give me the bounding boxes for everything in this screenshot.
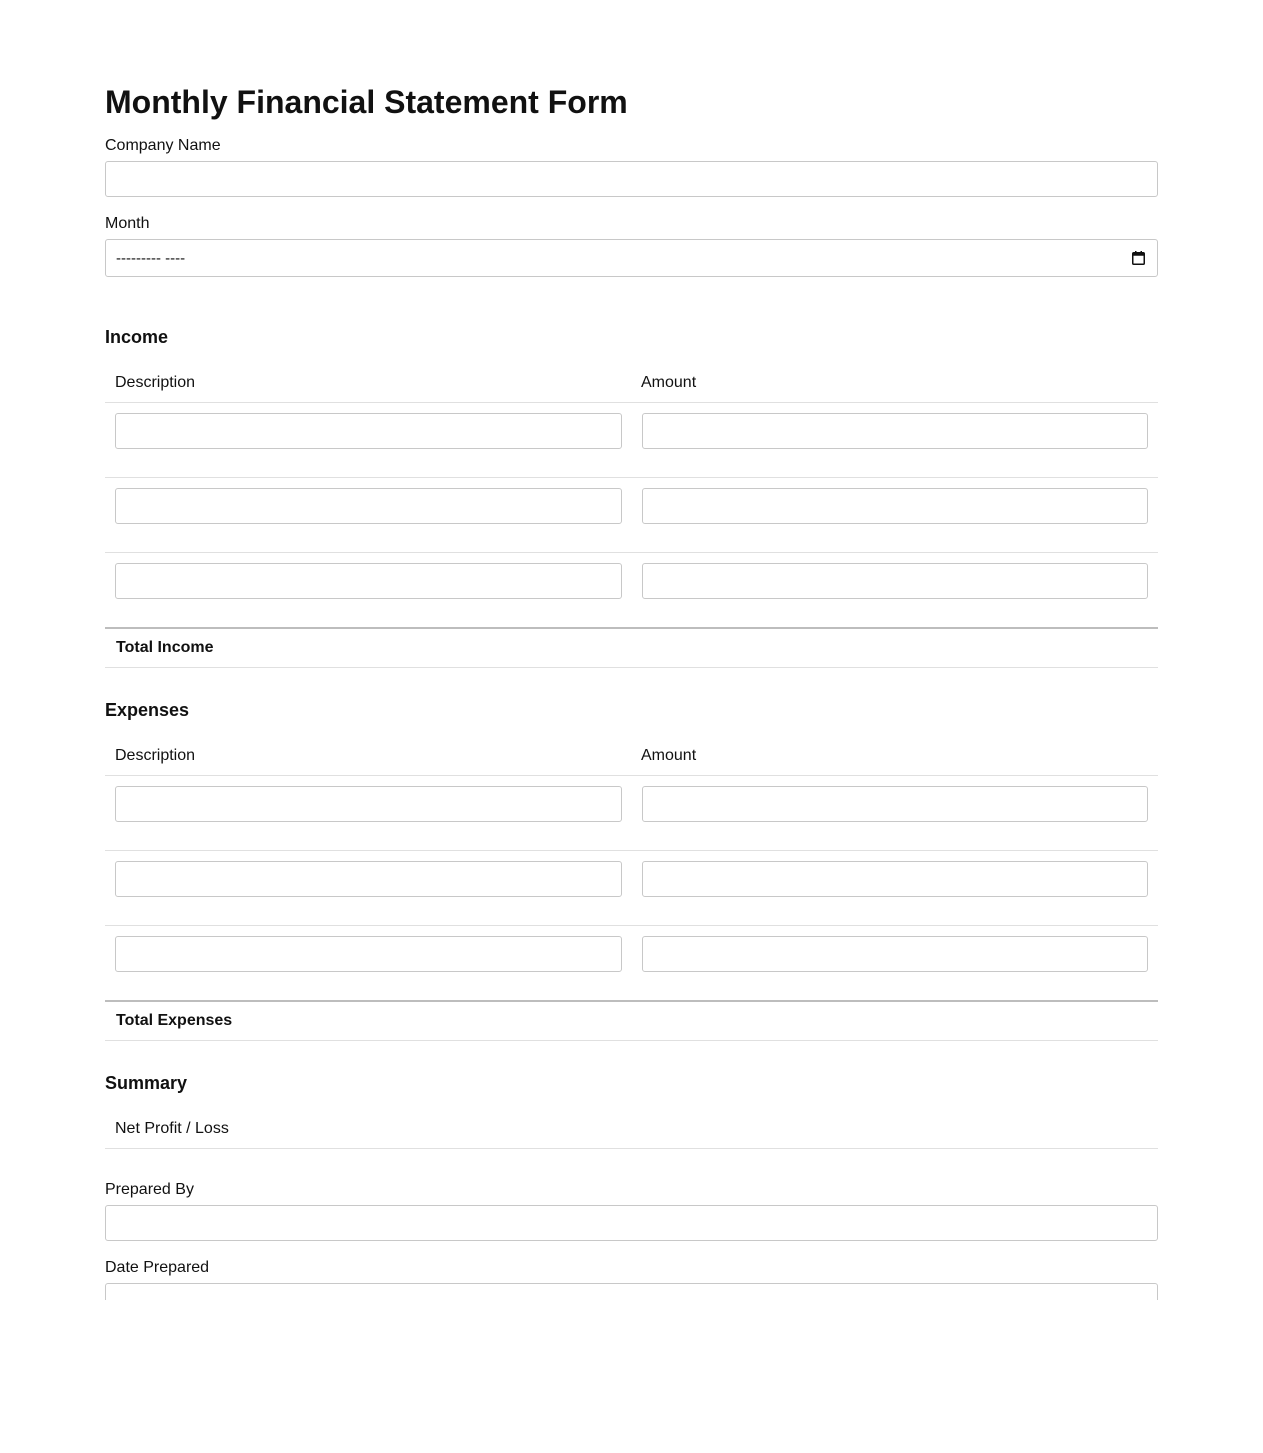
total-expenses-label: Total Expenses: [116, 1012, 233, 1029]
expense-description-input[interactable]: [115, 786, 622, 822]
expense-description-input[interactable]: [115, 936, 622, 972]
income-description-input[interactable]: [115, 563, 622, 599]
prepared-by-label: Prepared By: [105, 1181, 194, 1198]
page-title: Monthly Financial Statement Form: [105, 84, 628, 120]
financial-statement-form: [105, 0, 1158, 1300]
company-name-input[interactable]: [105, 161, 1158, 197]
net-profit-loss-label: Net Profit / Loss: [115, 1120, 229, 1137]
company-name-label: Company Name: [105, 137, 221, 154]
expense-amount-input[interactable]: [642, 936, 1148, 972]
total-income-label: Total Income: [116, 639, 214, 656]
income-amount-input[interactable]: [642, 413, 1148, 449]
month-value: --------- ----: [116, 250, 186, 267]
row-divider: [105, 552, 1158, 553]
expense-amount-input[interactable]: [642, 861, 1148, 897]
month-label: Month: [105, 215, 150, 232]
row-divider: [105, 477, 1158, 478]
income-description-input[interactable]: [115, 488, 622, 524]
row-divider: [105, 1148, 1158, 1149]
expenses-description-header: Description: [115, 747, 196, 764]
summary-heading: Summary: [105, 1073, 188, 1093]
income-description-input[interactable]: [115, 413, 622, 449]
expense-amount-input[interactable]: [642, 786, 1148, 822]
date-prepared-input[interactable]: [105, 1283, 1158, 1300]
income-description-header: Description: [115, 374, 196, 391]
row-divider: [105, 850, 1158, 851]
prepared-by-input[interactable]: [105, 1205, 1158, 1241]
income-amount-header: Amount: [641, 374, 697, 391]
month-picker[interactable]: [105, 239, 1158, 277]
total-divider: [105, 627, 1158, 629]
income-heading: Income: [105, 327, 169, 347]
calendar-icon[interactable]: [1132, 251, 1145, 265]
row-divider: [105, 775, 1158, 776]
total-divider: [105, 1000, 1158, 1002]
expense-description-input[interactable]: [115, 861, 622, 897]
income-amount-input[interactable]: [642, 488, 1148, 524]
expenses-heading: Expenses: [105, 700, 190, 720]
row-divider: [105, 925, 1158, 926]
expenses-amount-header: Amount: [641, 747, 697, 764]
row-divider: [105, 1040, 1158, 1041]
date-prepared-label: Date Prepared: [105, 1259, 210, 1276]
row-divider: [105, 667, 1158, 668]
row-divider: [105, 402, 1158, 403]
income-amount-input[interactable]: [642, 563, 1148, 599]
